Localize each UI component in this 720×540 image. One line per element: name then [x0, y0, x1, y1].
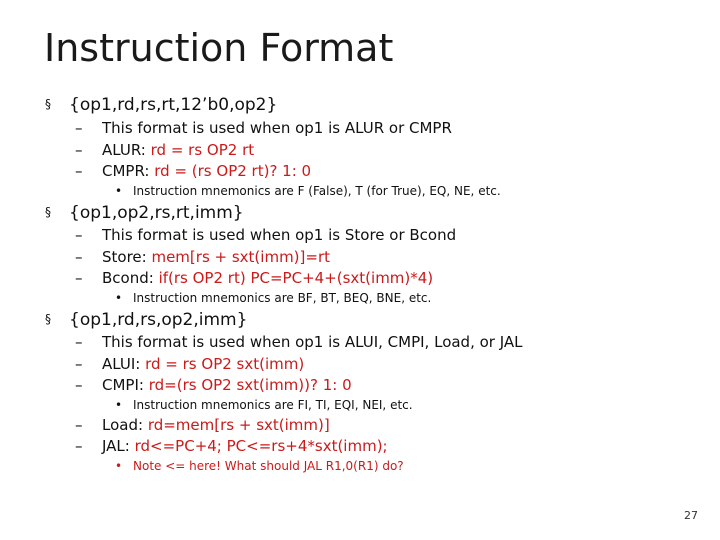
- section-heading-1: [45, 93, 277, 116]
- item-detail: mem[rs + sxt(imm)]=rt: [151, 248, 330, 266]
- item-detail: rd=mem[rs + sxt(imm)]: [147, 416, 330, 434]
- list-item: [75, 140, 254, 160]
- dash-bullet-icon: –: [75, 226, 83, 244]
- list-item: [75, 225, 456, 245]
- heading-text: {op1,rd,rs,rt,12’b0,op2}: [69, 95, 278, 115]
- dash-bullet-icon: –: [75, 355, 83, 373]
- heading-text: {op1,rd,rs,op2,imm}: [69, 310, 248, 330]
- page-number: 27: [684, 509, 698, 522]
- item-label: This format is used when op1 is ALUR or CMPR: [102, 119, 452, 137]
- square-bullet-icon: §: [45, 97, 51, 111]
- item-label: ALUR:: [102, 141, 151, 159]
- item-detail: rd = (rs OP2 rt)? 1: 0: [154, 162, 312, 180]
- dash-bullet-icon: –: [75, 376, 83, 394]
- dash-bullet-icon: –: [75, 162, 83, 180]
- item-label: This format is used when op1 is ALUI, CMPI, Load, or JAL: [102, 333, 523, 351]
- note-text: Instruction mnemonics are FI, TI, EQI, NEI, etc.: [133, 398, 413, 412]
- list-item: [75, 436, 388, 456]
- heading-text: {op1,op2,rs,rt,imm}: [69, 203, 244, 223]
- section-heading-3: [45, 308, 247, 331]
- list-item: [75, 161, 311, 181]
- list-item: [75, 354, 304, 374]
- dash-bullet-icon: –: [75, 333, 83, 351]
- section-heading-2: [45, 201, 244, 224]
- dash-bullet-icon: –: [75, 119, 83, 137]
- list-item: [75, 268, 433, 288]
- list-item: [75, 415, 330, 435]
- item-detail: rd<=PC+4; PC<=rs+4*sxt(imm);: [134, 437, 388, 455]
- item-label: JAL:: [102, 437, 135, 455]
- item-label: Load:: [102, 416, 148, 434]
- dash-bullet-icon: –: [75, 269, 83, 287]
- square-bullet-icon: §: [45, 205, 51, 219]
- list-item: [75, 375, 352, 395]
- square-bullet-icon: §: [45, 312, 51, 326]
- item-label: CMPI:: [102, 376, 149, 394]
- dash-bullet-icon: –: [75, 248, 83, 266]
- list-item: [75, 247, 330, 267]
- dash-bullet-icon: –: [75, 437, 83, 455]
- dash-bullet-icon: –: [75, 141, 83, 159]
- item-label: Store:: [102, 248, 152, 266]
- item-detail: rd = rs OP2 rt: [150, 141, 255, 159]
- item-label: Bcond:: [102, 269, 159, 287]
- list-item: [75, 118, 452, 138]
- item-detail: rd=(rs OP2 sxt(imm))? 1: 0: [148, 376, 352, 394]
- item-label: This format is used when op1 is Store or Bcond: [102, 226, 457, 244]
- dot-bullet-icon: •: [115, 184, 123, 198]
- sub-note: [115, 397, 413, 413]
- item-label: CMPR:: [102, 162, 155, 180]
- dot-bullet-icon: •: [115, 291, 123, 305]
- dot-bullet-icon: •: [115, 459, 123, 473]
- item-detail: if(rs OP2 rt) PC=PC+4+(sxt(imm)*4): [158, 269, 434, 287]
- dash-bullet-icon: –: [75, 416, 83, 434]
- item-detail: rd = rs OP2 sxt(imm): [145, 355, 305, 373]
- dot-bullet-icon: •: [115, 398, 123, 412]
- item-label: ALUI:: [102, 355, 146, 373]
- note-text: Instruction mnemonics are F (False), T (for True), EQ, NE, etc.: [133, 184, 501, 198]
- final-note: [115, 458, 404, 474]
- note-text: Note <= here! What should JAL R1,0(R1) do?: [133, 459, 404, 473]
- note-text: Instruction mnemonics are BF, BT, BEQ, BNE, etc.: [133, 291, 432, 305]
- sub-note: [115, 183, 501, 199]
- list-item: [75, 332, 523, 352]
- slide-title: Instruction Format: [44, 26, 394, 70]
- sub-note: [115, 290, 431, 306]
